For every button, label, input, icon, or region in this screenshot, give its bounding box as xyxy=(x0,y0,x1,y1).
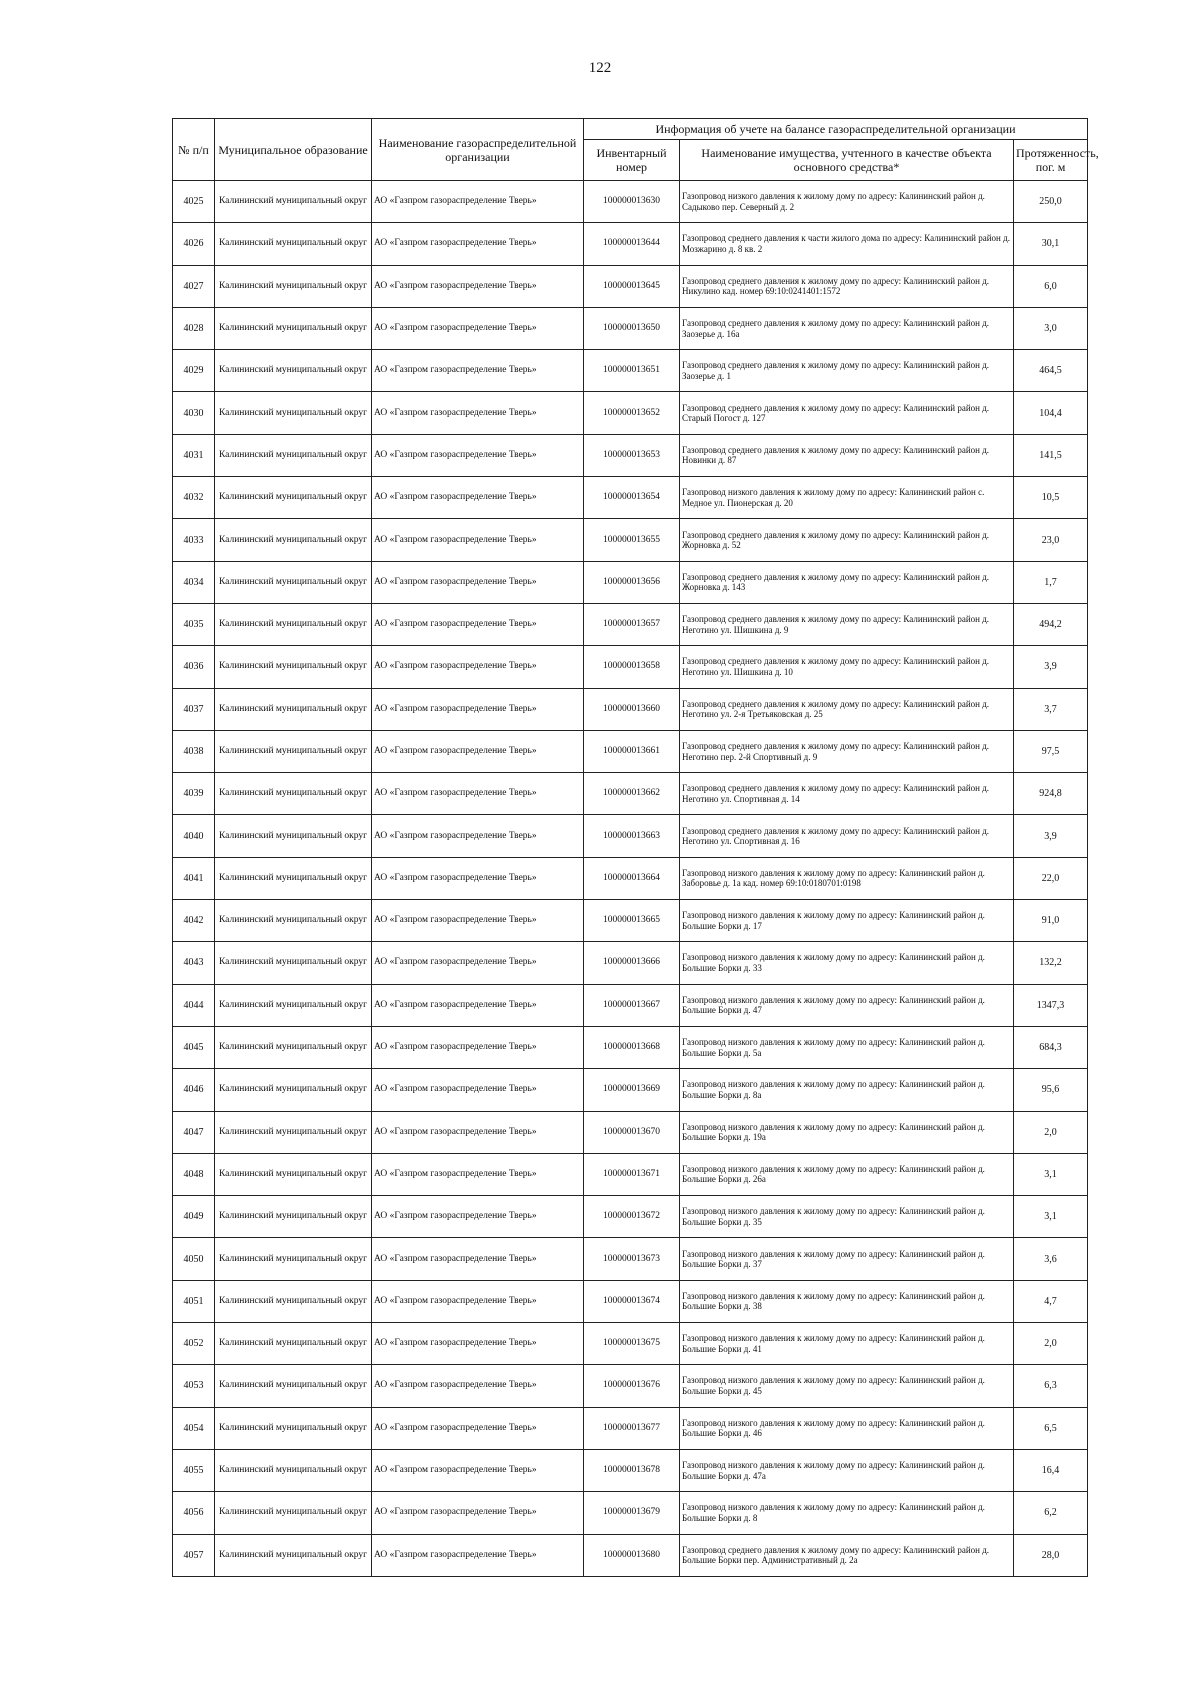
cell-length: 6,0 xyxy=(1014,265,1088,307)
cell-inventory-number: 100000013657 xyxy=(584,603,680,645)
cell-row-number: 4026 xyxy=(173,223,215,265)
cell-row-number: 4047 xyxy=(173,1111,215,1153)
table-row xyxy=(173,1492,1088,1534)
cell-length: 494,2 xyxy=(1014,603,1088,645)
cell-row-number: 4057 xyxy=(173,1534,215,1576)
cell-inventory-number: 100000013645 xyxy=(584,265,680,307)
cell-row-number: 4046 xyxy=(173,1069,215,1111)
cell-inventory-number: 100000013678 xyxy=(584,1449,680,1491)
cell-inventory-number: 100000013651 xyxy=(584,350,680,392)
cell-inventory-number: 100000013658 xyxy=(584,646,680,688)
cell-municipality: Калининский муниципальный округ xyxy=(215,1449,372,1491)
table-row xyxy=(173,857,1088,899)
cell-organization: АО «Газпром газораспределение Тверь» xyxy=(372,984,584,1026)
cell-organization: АО «Газпром газораспределение Тверь» xyxy=(372,900,584,942)
cell-row-number: 4052 xyxy=(173,1323,215,1365)
cell-municipality: Калининский муниципальный округ xyxy=(215,1365,372,1407)
table-row xyxy=(173,434,1088,476)
cell-property-description: Газопровод низкого давления к жилому дому по адресу: Калининский район д. Большие Борки д. 8а xyxy=(680,1069,1014,1111)
cell-row-number: 4056 xyxy=(173,1492,215,1534)
cell-inventory-number: 100000013679 xyxy=(584,1492,680,1534)
cell-organization: АО «Газпром газораспределение Тверь» xyxy=(372,1534,584,1576)
cell-municipality: Калининский муниципальный округ xyxy=(215,392,372,434)
cell-row-number: 4054 xyxy=(173,1407,215,1449)
cell-organization: АО «Газпром газораспределение Тверь» xyxy=(372,1196,584,1238)
cell-length: 684,3 xyxy=(1014,1026,1088,1068)
cell-length: 141,5 xyxy=(1014,434,1088,476)
table-row xyxy=(173,307,1088,349)
cell-row-number: 4034 xyxy=(173,561,215,603)
cell-organization: АО «Газпром газораспределение Тверь» xyxy=(372,1238,584,1280)
cell-inventory-number: 100000013660 xyxy=(584,688,680,730)
cell-property-description: Газопровод среднего давления к жилому дому по адресу: Калининский район д. Неготино ул. Спортивная д. 16 xyxy=(680,815,1014,857)
cell-municipality: Калининский муниципальный округ xyxy=(215,1196,372,1238)
cell-municipality: Калининский муниципальный округ xyxy=(215,730,372,772)
cell-inventory-number: 100000013644 xyxy=(584,223,680,265)
cell-row-number: 4045 xyxy=(173,1026,215,1068)
cell-municipality: Калининский муниципальный округ xyxy=(215,1280,372,1322)
cell-row-number: 4035 xyxy=(173,603,215,645)
header-num: № п/п xyxy=(173,119,215,181)
cell-row-number: 4040 xyxy=(173,815,215,857)
cell-row-number: 4029 xyxy=(173,350,215,392)
cell-length: 4,7 xyxy=(1014,1280,1088,1322)
cell-inventory-number: 100000013655 xyxy=(584,519,680,561)
table-row xyxy=(173,265,1088,307)
table-header xyxy=(173,119,1099,181)
cell-organization: АО «Газпром газораспределение Тверь» xyxy=(372,265,584,307)
cell-inventory-number: 100000013675 xyxy=(584,1323,680,1365)
table-row xyxy=(173,477,1088,519)
cell-inventory-number: 100000013671 xyxy=(584,1153,680,1195)
cell-property-description: Газопровод среднего давления к жилому дому по адресу: Калининский район д. Неготино ул. Шишкина д. 9 xyxy=(680,603,1014,645)
cell-organization: АО «Газпром газораспределение Тверь» xyxy=(372,434,584,476)
table-row xyxy=(173,1026,1088,1068)
cell-length: 95,6 xyxy=(1014,1069,1088,1111)
cell-organization: АО «Газпром газораспределение Тверь» xyxy=(372,688,584,730)
cell-organization: АО «Газпром газораспределение Тверь» xyxy=(372,603,584,645)
table-row xyxy=(173,181,1088,223)
cell-length: 3,0 xyxy=(1014,307,1088,349)
cell-property-description: Газопровод низкого давления к жилому дому по адресу: Калининский район с. Медное ул. Пионерская д. 20 xyxy=(680,477,1014,519)
cell-length: 3,9 xyxy=(1014,646,1088,688)
cell-inventory-number: 100000013672 xyxy=(584,1196,680,1238)
cell-municipality: Калининский муниципальный округ xyxy=(215,1153,372,1195)
cell-row-number: 4044 xyxy=(173,984,215,1026)
cell-length: 3,1 xyxy=(1014,1196,1088,1238)
cell-property-description: Газопровод среднего давления к жилому дому по адресу: Калининский район д. Заозерье д. 1 xyxy=(680,350,1014,392)
table-row xyxy=(173,984,1088,1026)
cell-municipality: Калининский муниципальный округ xyxy=(215,1069,372,1111)
cell-organization: АО «Газпром газораспределение Тверь» xyxy=(372,1069,584,1111)
cell-organization: АО «Газпром газораспределение Тверь» xyxy=(372,773,584,815)
cell-length: 3,9 xyxy=(1014,815,1088,857)
cell-organization: АО «Газпром газораспределение Тверь» xyxy=(372,942,584,984)
cell-property-description: Газопровод низкого давления к жилому дому по адресу: Калининский район д. Садыково пер. Северный д. 2 xyxy=(680,181,1014,223)
cell-length: 3,1 xyxy=(1014,1153,1088,1195)
cell-property-description: Газопровод среднего давления к жилому дому по адресу: Калининский район д. Никулино кад. номер 69:10:0241401:1572 xyxy=(680,265,1014,307)
table-row xyxy=(173,1323,1088,1365)
cell-organization: АО «Газпром газораспределение Тверь» xyxy=(372,1365,584,1407)
table-row xyxy=(173,815,1088,857)
cell-inventory-number: 100000013667 xyxy=(584,984,680,1026)
cell-organization: АО «Газпром газораспределение Тверь» xyxy=(372,1449,584,1491)
cell-length: 3,7 xyxy=(1014,688,1088,730)
table-row xyxy=(173,730,1088,772)
cell-length: 22,0 xyxy=(1014,857,1088,899)
cell-property-description: Газопровод низкого давления к жилому дому по адресу: Калининский район д. Большие Борки д. 8 xyxy=(680,1492,1014,1534)
cell-municipality: Калининский муниципальный округ xyxy=(215,350,372,392)
cell-inventory-number: 100000013630 xyxy=(584,181,680,223)
cell-municipality: Калининский муниципальный округ xyxy=(215,984,372,1026)
table-row xyxy=(173,519,1088,561)
cell-inventory-number: 100000013654 xyxy=(584,477,680,519)
cell-inventory-number: 100000013652 xyxy=(584,392,680,434)
header-org-name: Наименование газораспределительной организации xyxy=(372,119,584,181)
cell-property-description: Газопровод среднего давления к жилому дому по адресу: Калининский район д. Неготино ул. Шишкина д. 10 xyxy=(680,646,1014,688)
cell-row-number: 4042 xyxy=(173,900,215,942)
header-balance-info-group: Информация об учете на балансе газораспределительной организации xyxy=(584,119,1088,140)
cell-municipality: Калининский муниципальный округ xyxy=(215,1238,372,1280)
cell-organization: АО «Газпром газораспределение Тверь» xyxy=(372,477,584,519)
cell-municipality: Калининский муниципальный округ xyxy=(215,519,372,561)
cell-property-description: Газопровод среднего давления к жилому дому по адресу: Калининский район д. Неготино пер. 2-й Спортивный д. 9 xyxy=(680,730,1014,772)
cell-row-number: 4051 xyxy=(173,1280,215,1322)
cell-municipality: Калининский муниципальный округ xyxy=(215,1111,372,1153)
cell-inventory-number: 100000013661 xyxy=(584,730,680,772)
cell-row-number: 4030 xyxy=(173,392,215,434)
cell-property-description: Газопровод среднего давления к жилому дому по адресу: Калининский район д. Новинки д. 87 xyxy=(680,434,1014,476)
cell-municipality: Калининский муниципальный округ xyxy=(215,773,372,815)
table-row xyxy=(173,773,1088,815)
table-row xyxy=(173,1196,1088,1238)
cell-inventory-number: 100000013664 xyxy=(584,857,680,899)
cell-organization: АО «Газпром газораспределение Тверь» xyxy=(372,223,584,265)
cell-length: 104,4 xyxy=(1014,392,1088,434)
cell-inventory-number: 100000013650 xyxy=(584,307,680,349)
cell-municipality: Калининский муниципальный округ xyxy=(215,1323,372,1365)
cell-row-number: 4053 xyxy=(173,1365,215,1407)
cell-row-number: 4031 xyxy=(173,434,215,476)
cell-length: 250,0 xyxy=(1014,181,1088,223)
cell-municipality: Калининский муниципальный округ xyxy=(215,477,372,519)
cell-property-description: Газопровод среднего давления к жилому дому по адресу: Калининский район д. Жорновка д. 143 xyxy=(680,561,1014,603)
cell-property-description: Газопровод низкого давления к жилому дому по адресу: Калининский район д. Большие Борки д. 41 xyxy=(680,1323,1014,1365)
cell-property-description: Газопровод низкого давления к жилому дому по адресу: Калининский район д. Большие Борки д. 37 xyxy=(680,1238,1014,1280)
table-row xyxy=(173,1153,1088,1195)
cell-property-description: Газопровод среднего давления к жилому дому по адресу: Калининский район д. Большие Борки пер. Административный д. 2а xyxy=(680,1534,1014,1576)
cell-property-description: Газопровод среднего давления к жилому дому по адресу: Калининский район д. Жорновка д. 52 xyxy=(680,519,1014,561)
cell-inventory-number: 100000013669 xyxy=(584,1069,680,1111)
cell-property-description: Газопровод низкого давления к жилому дому по адресу: Калининский район д. Большие Борки д. 47а xyxy=(680,1449,1014,1491)
cell-organization: АО «Газпром газораспределение Тверь» xyxy=(372,181,584,223)
cell-organization: АО «Газпром газораспределение Тверь» xyxy=(372,307,584,349)
table-row xyxy=(173,942,1088,984)
cell-organization: АО «Газпром газораспределение Тверь» xyxy=(372,1407,584,1449)
cell-row-number: 4028 xyxy=(173,307,215,349)
cell-length: 6,3 xyxy=(1014,1365,1088,1407)
cell-property-description: Газопровод низкого давления к жилому дому по адресу: Калининский район д. Большие Борки д. 26а xyxy=(680,1153,1014,1195)
table-row xyxy=(173,561,1088,603)
table-row xyxy=(173,900,1088,942)
cell-municipality: Калининский муниципальный округ xyxy=(215,1026,372,1068)
cell-row-number: 4038 xyxy=(173,730,215,772)
cell-inventory-number: 100000013670 xyxy=(584,1111,680,1153)
header-property-name: Наименование имущества, учтенного в качестве объекта основного средства* xyxy=(680,140,1014,181)
cell-property-description: Газопровод среднего давления к жилому дому по адресу: Калининский район д. Старый Погост д. 127 xyxy=(680,392,1014,434)
cell-property-description: Газопровод низкого давления к жилому дому по адресу: Калининский район д. Большие Борки д. 47 xyxy=(680,984,1014,1026)
cell-organization: АО «Газпром газораспределение Тверь» xyxy=(372,1280,584,1322)
cell-municipality: Калининский муниципальный округ xyxy=(215,815,372,857)
cell-row-number: 4041 xyxy=(173,857,215,899)
table-row xyxy=(173,603,1088,645)
cell-row-number: 4043 xyxy=(173,942,215,984)
cell-length: 924,8 xyxy=(1014,773,1088,815)
cell-municipality: Калининский муниципальный округ xyxy=(215,900,372,942)
cell-property-description: Газопровод низкого давления к жилому дому по адресу: Калининский район д. Заборовье д. 1а кад. номер 69:10:0180701:0198 xyxy=(680,857,1014,899)
cell-row-number: 4033 xyxy=(173,519,215,561)
cell-inventory-number: 100000013653 xyxy=(584,434,680,476)
cell-municipality: Калининский муниципальный округ xyxy=(215,603,372,645)
cell-property-description: Газопровод среднего давления к части жилого дома по адресу: Калининский район д. Мозжарино д. 8 кв. 2 xyxy=(680,223,1014,265)
cell-length: 6,5 xyxy=(1014,1407,1088,1449)
table-row xyxy=(173,1407,1088,1449)
header-inventory-number: Инвентарный номер xyxy=(584,140,680,181)
cell-organization: АО «Газпром газораспределение Тверь» xyxy=(372,392,584,434)
table-row xyxy=(173,1365,1088,1407)
cell-organization: АО «Газпром газораспределение Тверь» xyxy=(372,1323,584,1365)
page-number: 122 xyxy=(588,60,612,76)
cell-property-description: Газопровод низкого давления к жилому дому по адресу: Калининский район д. Большие Борки д. 35 xyxy=(680,1196,1014,1238)
cell-inventory-number: 100000013663 xyxy=(584,815,680,857)
cell-municipality: Калининский муниципальный округ xyxy=(215,223,372,265)
cell-row-number: 4048 xyxy=(173,1153,215,1195)
cell-row-number: 4025 xyxy=(173,181,215,223)
cell-inventory-number: 100000013668 xyxy=(584,1026,680,1068)
cell-municipality: Калининский муниципальный округ xyxy=(215,561,372,603)
cell-length: 2,0 xyxy=(1014,1111,1088,1153)
cell-municipality: Калининский муниципальный округ xyxy=(215,1534,372,1576)
cell-municipality: Калининский муниципальный округ xyxy=(215,265,372,307)
cell-inventory-number: 100000013666 xyxy=(584,942,680,984)
cell-property-description: Газопровод низкого давления к жилому дому по адресу: Калининский район д. Большие Борки д. 46 xyxy=(680,1407,1014,1449)
cell-organization: АО «Газпром газораспределение Тверь» xyxy=(372,561,584,603)
cell-inventory-number: 100000013656 xyxy=(584,561,680,603)
cell-property-description: Газопровод низкого давления к жилому дому по адресу: Калининский район д. Большие Борки д. 33 xyxy=(680,942,1014,984)
table-row xyxy=(173,392,1088,434)
cell-municipality: Калининский муниципальный округ xyxy=(215,434,372,476)
table-row xyxy=(173,223,1088,265)
cell-municipality: Калининский муниципальный округ xyxy=(215,181,372,223)
cell-organization: АО «Газпром газораспределение Тверь» xyxy=(372,1492,584,1534)
cell-row-number: 4032 xyxy=(173,477,215,519)
cell-length: 30,1 xyxy=(1014,223,1088,265)
cell-property-description: Газопровод среднего давления к жилому дому по адресу: Калининский район д. Заозерье д. 16а xyxy=(680,307,1014,349)
cell-municipality: Калининский муниципальный округ xyxy=(215,688,372,730)
cell-length: 2,0 xyxy=(1014,1323,1088,1365)
cell-organization: АО «Газпром газораспределение Тверь» xyxy=(372,646,584,688)
cell-row-number: 4055 xyxy=(173,1449,215,1491)
table-row xyxy=(173,688,1088,730)
table-row xyxy=(173,1449,1088,1491)
cell-length: 97,5 xyxy=(1014,730,1088,772)
cell-length: 23,0 xyxy=(1014,519,1088,561)
cell-row-number: 4037 xyxy=(173,688,215,730)
cell-property-description: Газопровод низкого давления к жилому дому по адресу: Калининский район д. Большие Борки д. 45 xyxy=(680,1365,1014,1407)
cell-length: 16,4 xyxy=(1014,1449,1088,1491)
cell-inventory-number: 100000013665 xyxy=(584,900,680,942)
cell-row-number: 4050 xyxy=(173,1238,215,1280)
cell-row-number: 4039 xyxy=(173,773,215,815)
cell-municipality: Калининский муниципальный округ xyxy=(215,857,372,899)
cell-inventory-number: 100000013677 xyxy=(584,1407,680,1449)
cell-inventory-number: 100000013676 xyxy=(584,1365,680,1407)
cell-municipality: Калининский муниципальный округ xyxy=(215,942,372,984)
cell-row-number: 4036 xyxy=(173,646,215,688)
table-row xyxy=(173,1111,1088,1153)
cell-length: 1,7 xyxy=(1014,561,1088,603)
table-row xyxy=(173,646,1088,688)
cell-municipality: Калининский муниципальный округ xyxy=(215,646,372,688)
cell-organization: АО «Газпром газораспределение Тверь» xyxy=(372,815,584,857)
cell-organization: АО «Газпром газораспределение Тверь» xyxy=(372,519,584,561)
table-row xyxy=(173,1280,1088,1322)
cell-municipality: Калининский муниципальный округ xyxy=(215,307,372,349)
cell-length: 10,5 xyxy=(1014,477,1088,519)
cell-length: 132,2 xyxy=(1014,942,1088,984)
cell-organization: АО «Газпром газораспределение Тверь» xyxy=(372,1111,584,1153)
cell-length: 6,2 xyxy=(1014,1492,1088,1534)
cell-length: 3,6 xyxy=(1014,1238,1088,1280)
table-row xyxy=(173,1534,1088,1576)
cell-inventory-number: 100000013674 xyxy=(584,1280,680,1322)
cell-length: 28,0 xyxy=(1014,1534,1088,1576)
header-length: Протяженность, пог. м xyxy=(1014,140,1088,181)
table-row xyxy=(173,1238,1088,1280)
property-table-container xyxy=(172,118,1099,1577)
property-table xyxy=(172,118,1099,1577)
cell-inventory-number: 100000013662 xyxy=(584,773,680,815)
table-row xyxy=(173,350,1088,392)
cell-property-description: Газопровод низкого давления к жилому дому по адресу: Калининский район д. Большие Борки д. 17 xyxy=(680,900,1014,942)
cell-property-description: Газопровод среднего давления к жилому дому по адресу: Калининский район д. Неготино ул. 2-я Третьяковская д. 25 xyxy=(680,688,1014,730)
cell-property-description: Газопровод низкого давления к жилому дому по адресу: Калининский район д. Большие Борки д. 19а xyxy=(680,1111,1014,1153)
cell-length: 1347,3 xyxy=(1014,984,1088,1026)
cell-row-number: 4027 xyxy=(173,265,215,307)
table-row xyxy=(173,1069,1088,1111)
cell-municipality: Калининский муниципальный округ xyxy=(215,1407,372,1449)
cell-organization: АО «Газпром газораспределение Тверь» xyxy=(372,730,584,772)
cell-property-description: Газопровод среднего давления к жилому дому по адресу: Калининский район д. Неготино ул. Спортивная д. 14 xyxy=(680,773,1014,815)
cell-row-number: 4049 xyxy=(173,1196,215,1238)
cell-length: 91,0 xyxy=(1014,900,1088,942)
cell-property-description: Газопровод низкого давления к жилому дому по адресу: Калининский район д. Большие Борки д. 38 xyxy=(680,1280,1014,1322)
cell-length: 464,5 xyxy=(1014,350,1088,392)
cell-organization: АО «Газпром газораспределение Тверь» xyxy=(372,350,584,392)
cell-inventory-number: 100000013680 xyxy=(584,1534,680,1576)
cell-municipality: Калининский муниципальный округ xyxy=(215,1492,372,1534)
cell-property-description: Газопровод низкого давления к жилому дому по адресу: Калининский район д. Большие Борки д. 5а xyxy=(680,1026,1014,1068)
cell-organization: АО «Газпром газораспределение Тверь» xyxy=(372,857,584,899)
header-municipality: Муниципальное образование xyxy=(215,119,372,181)
cell-organization: АО «Газпром газораспределение Тверь» xyxy=(372,1153,584,1195)
cell-inventory-number: 100000013673 xyxy=(584,1238,680,1280)
table-body xyxy=(173,181,1088,1577)
cell-organization: АО «Газпром газораспределение Тверь» xyxy=(372,1026,584,1068)
